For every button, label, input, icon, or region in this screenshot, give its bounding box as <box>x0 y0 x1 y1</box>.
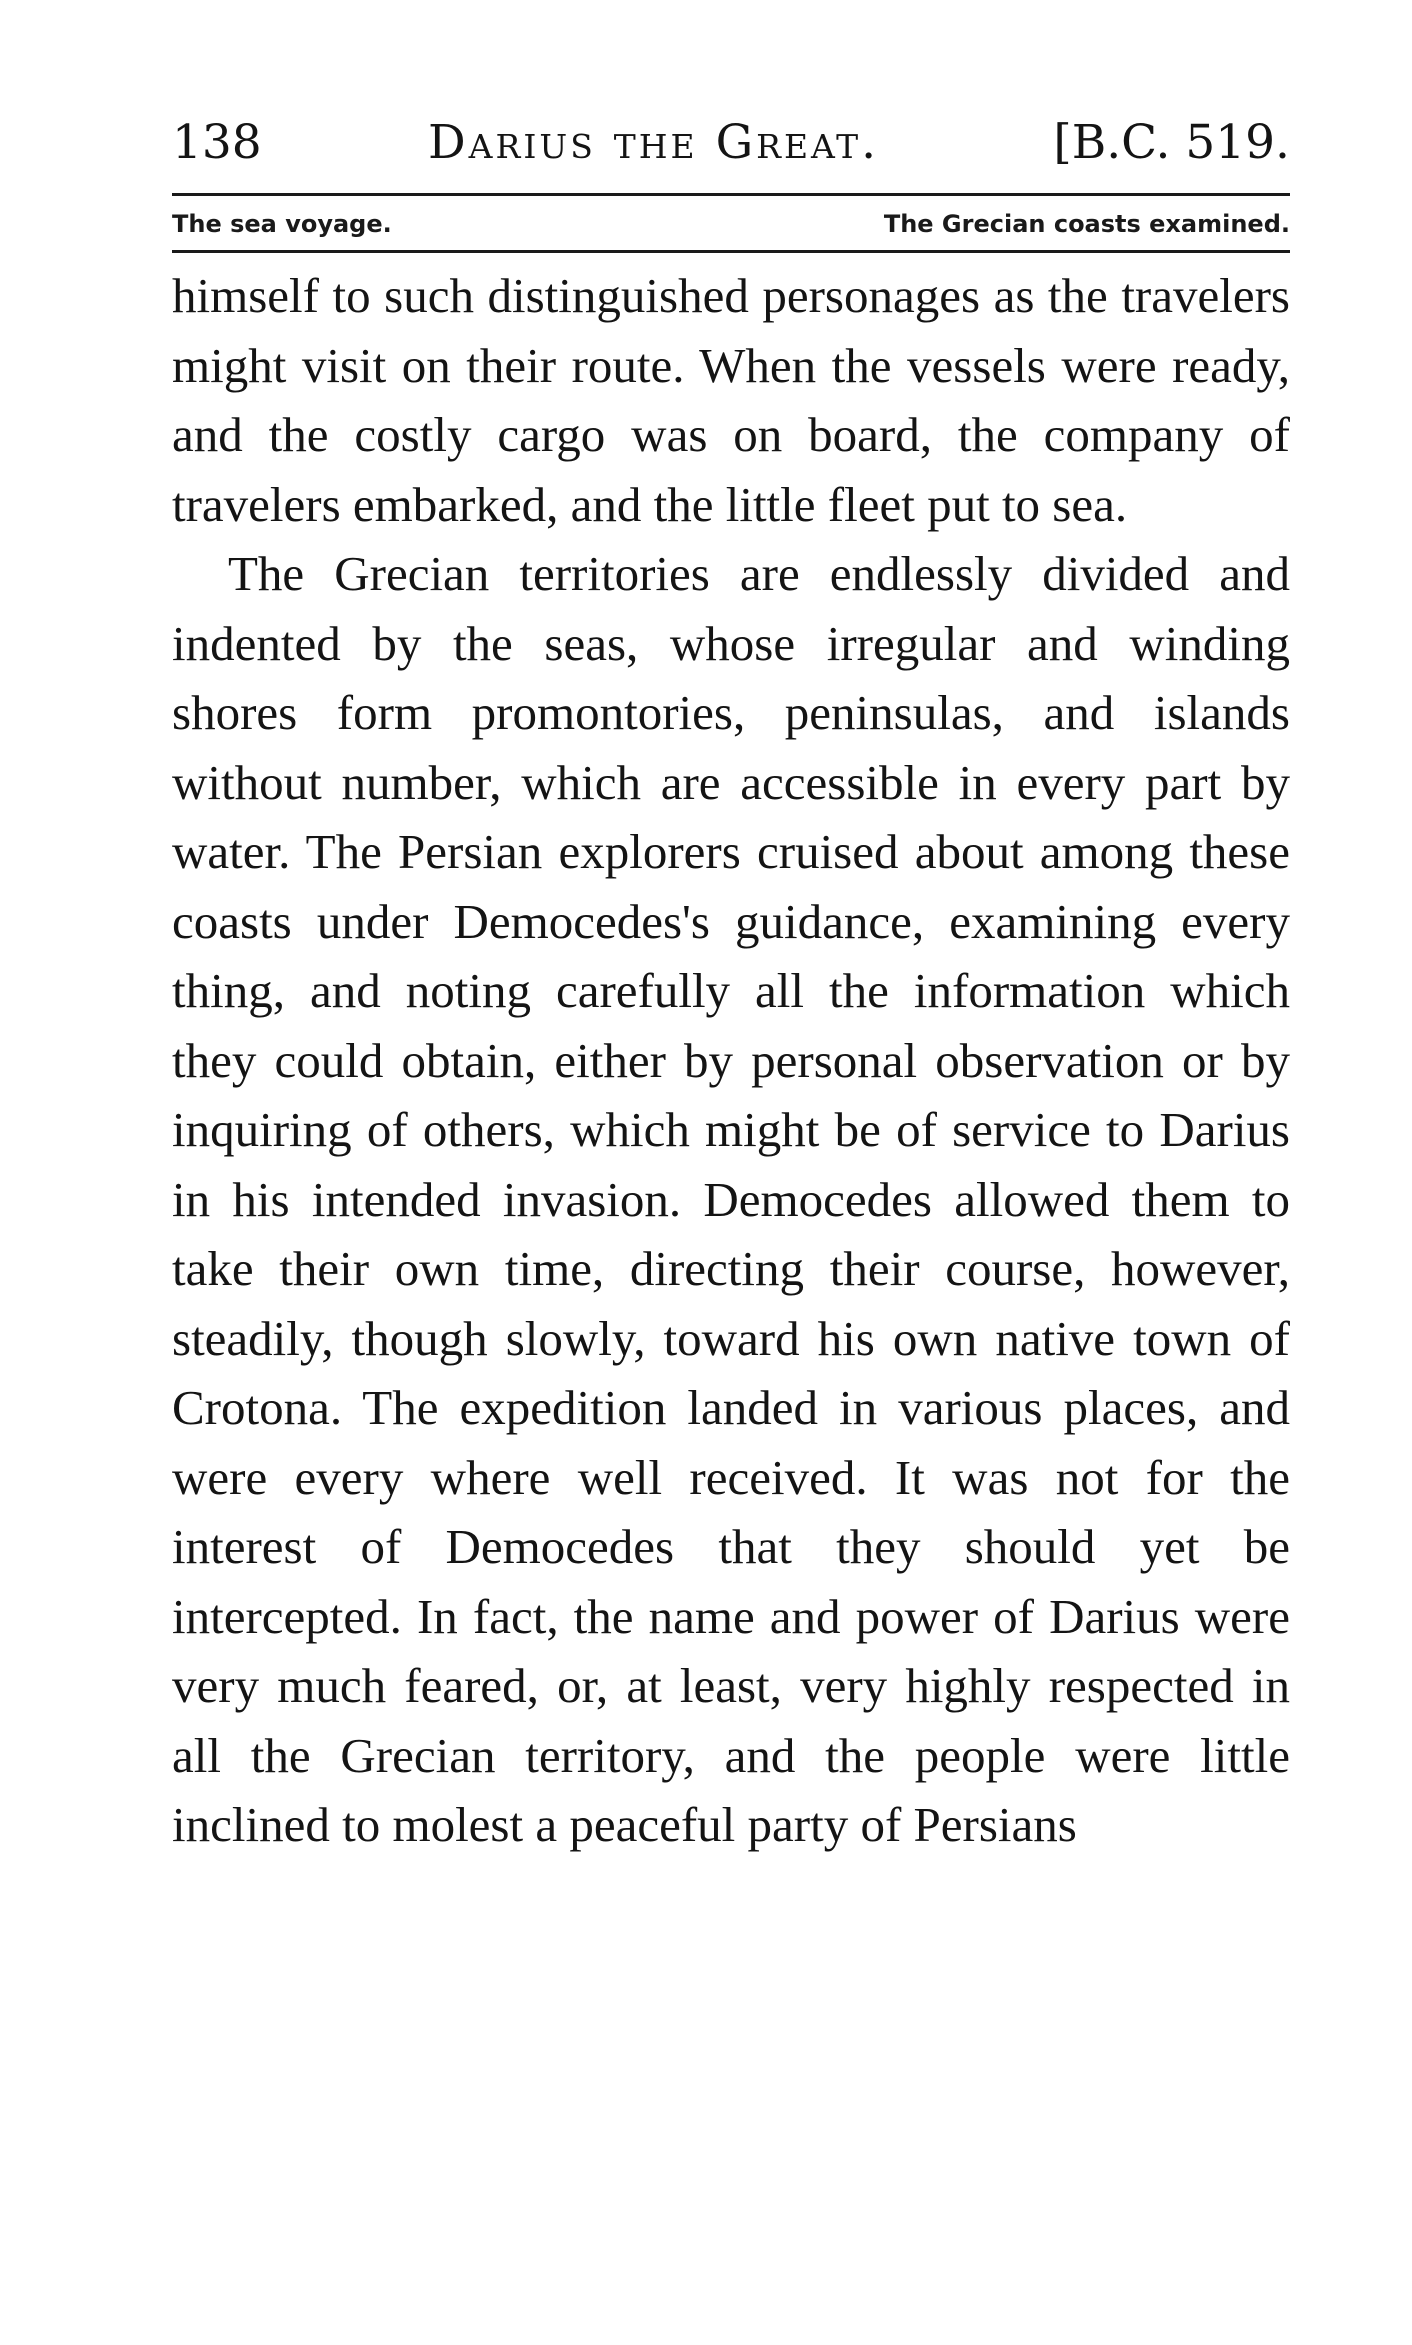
subhead-left: The sea voyage. <box>172 210 392 238</box>
page-number: 138 <box>172 115 262 170</box>
running-title: Darius the Great. <box>428 115 880 170</box>
running-head <box>172 108 1290 178</box>
paragraph: The Grecian territories are endlessly divided and indented by the seas, whose irregular and winding shores form promontories, peninsulas, and islands without number, which are accessible in every part by water. The Persian explorers cruised about among these coasts under Democedes's guidance, examining every thing, and noting carefully all the information which they could obtain, either by personal observation or by inquiring of others, which might be of service to Darius in his intended invasion. Democedes allowed them to take their own time, directing their course, however, steadily, though slowly, toward his own native town of Crotona. The expedition landed in various places, and were every where well received. It was not for the interest of Democedes that they should yet be intercepted. In fact, the name and power of Darius were very much feared, or, at least, very highly respected in all the Grecian territory, and the people were little inclined to molest a peaceful party of Persians <box>172 546 1290 1852</box>
date-range: [B.C. 519. <box>1053 115 1290 170</box>
paragraph-continued: himself to such distinguished personages as the travelers might visit on their route. When the vessels were ready, and the costly cargo was on board, the company of travelers embarked, and the little fleet put to sea. <box>172 268 1290 532</box>
body-text <box>172 261 1290 1860</box>
header-rule-bottom <box>172 250 1290 253</box>
header-rule-top <box>172 193 1290 196</box>
subheads <box>172 212 1290 240</box>
subhead-right: The Grecian coasts examined. <box>883 210 1290 238</box>
book-page <box>172 108 1290 1860</box>
